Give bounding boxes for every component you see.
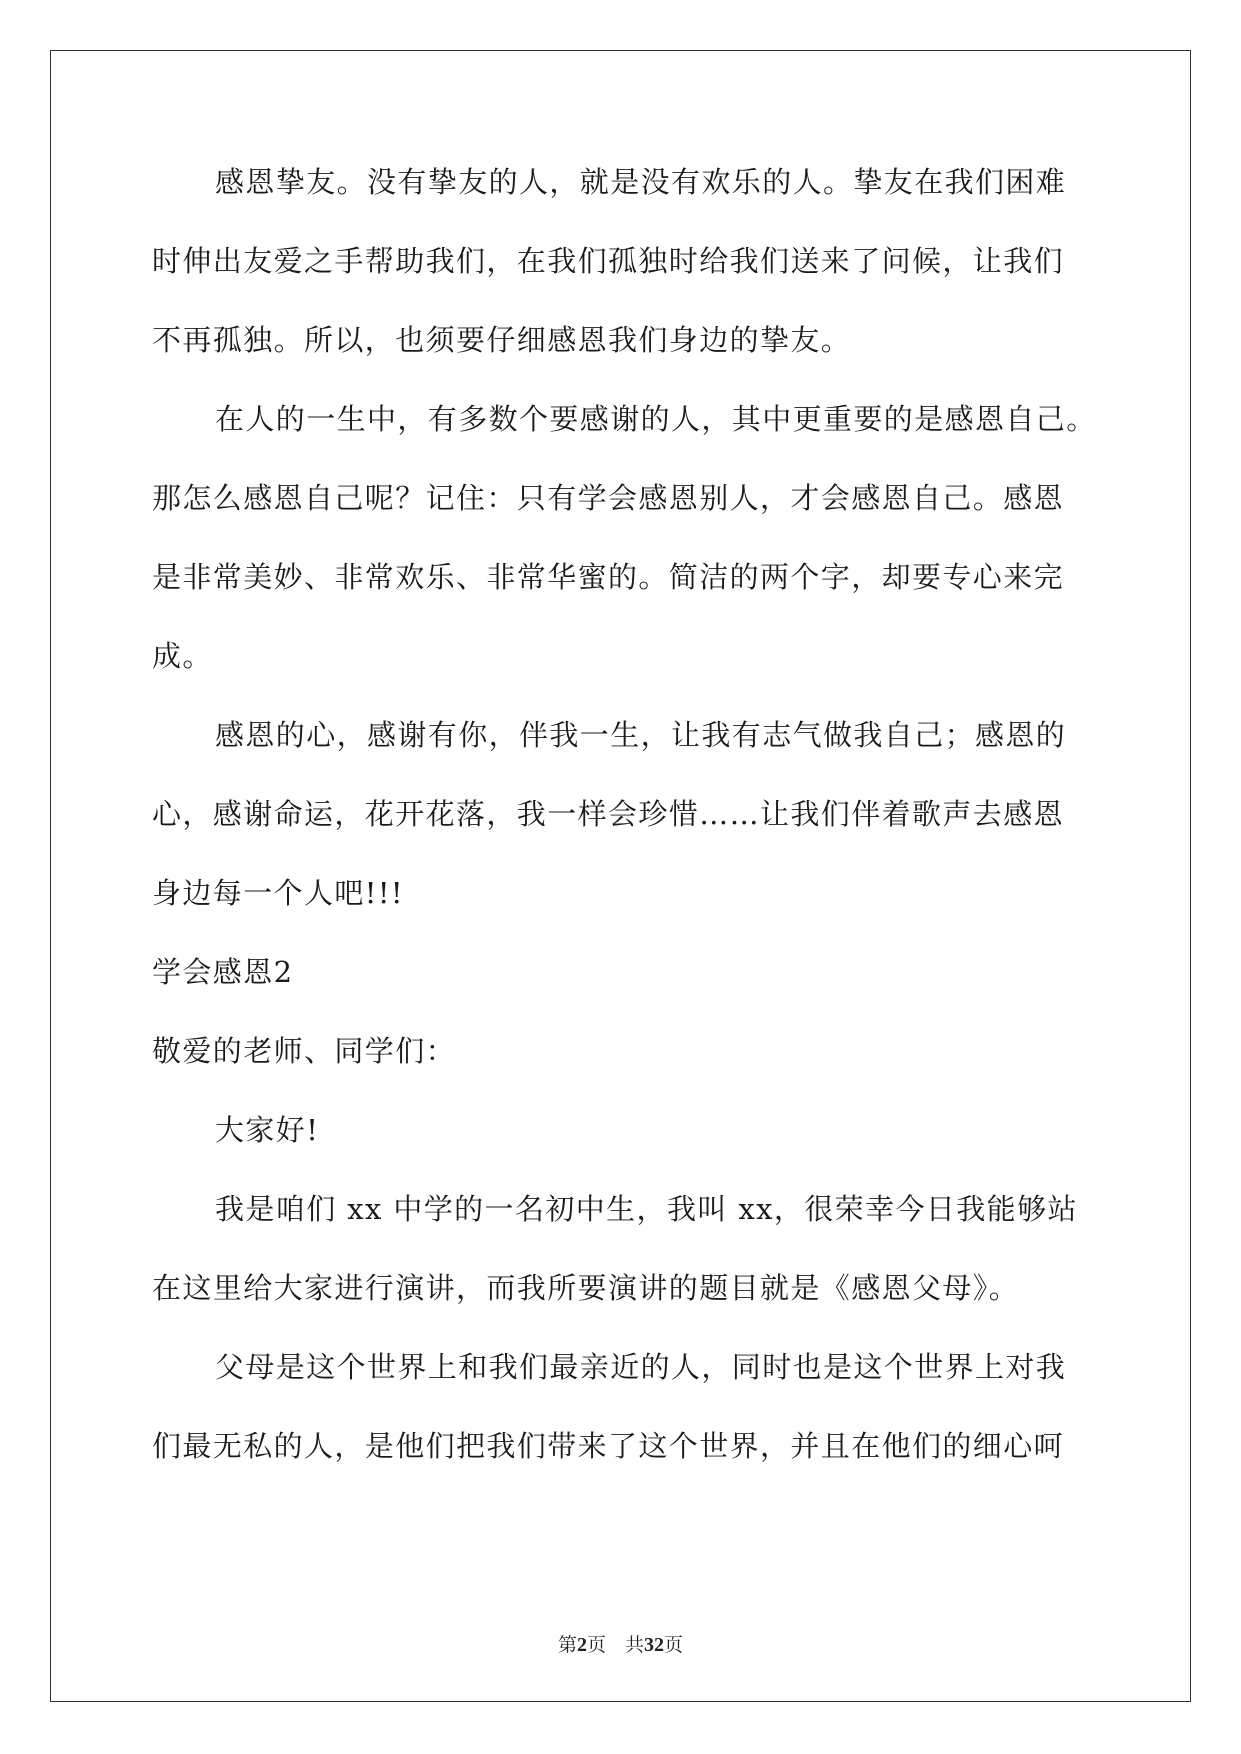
paragraph-line: 身边每一个人吧!!! [152,876,404,910]
paragraph-line: 父母是这个世界上和我们最亲近的人，同时也是这个世界上对我 [215,1350,1067,1384]
footer-suffix: 页 [664,1634,684,1656]
salutation: 敬爱的老师、同学们： [152,1034,457,1068]
paragraph-line: 成。 [152,639,213,673]
paragraph-line: 我是咱们 xx 中学的一名初中生，我叫 xx，很荣幸今日我能够站 [215,1192,1078,1226]
current-page-number: 2 [576,1634,587,1656]
footer-prefix: 第 [557,1634,577,1656]
paragraph-line: 心，感谢命运，花开花落，我一样会珍惜……让我们伴着歌声去感恩 [152,797,1065,831]
paragraph-line: 是非常美妙、非常欢乐、非常华蜜的。简洁的两个字，却要专心来完 [152,560,1065,594]
paragraph-line: 那怎么感恩自己呢？记住：只有学会感恩别人，才会感恩自己。感恩 [152,481,1065,515]
footer-mid: 页 共 [586,1634,644,1656]
total-page-number: 32 [644,1634,664,1656]
paragraph-line: 感恩的心，感谢有你，伴我一生，让我有志气做我自己；感恩的 [215,718,1067,752]
paragraph-line: 在人的一生中，有多数个要感谢的人，其中更重要的是感恩自己。 [215,402,1097,436]
paragraph-line: 们最无私的人，是他们把我们带来了这个世界，并且在他们的细心呵 [152,1429,1065,1463]
section-heading: 学会感恩2 [152,955,294,989]
paragraph-line: 不再孤独。所以，也须要仔细感恩我们身边的挚友。 [152,323,852,357]
paragraph-line: 感恩挚友。没有挚友的人，就是没有欢乐的人。挚友在我们困难 [215,165,1067,199]
greeting: 大家好! [215,1113,320,1147]
paragraph-line: 时伸出友爱之手帮助我们，在我们孤独时给我们送来了问候，让我们 [152,244,1065,278]
paragraph-line: 在这里给大家进行演讲，而我所要演讲的题目就是《感恩父母》。 [152,1271,1020,1305]
page-footer [0,1630,1241,1657]
